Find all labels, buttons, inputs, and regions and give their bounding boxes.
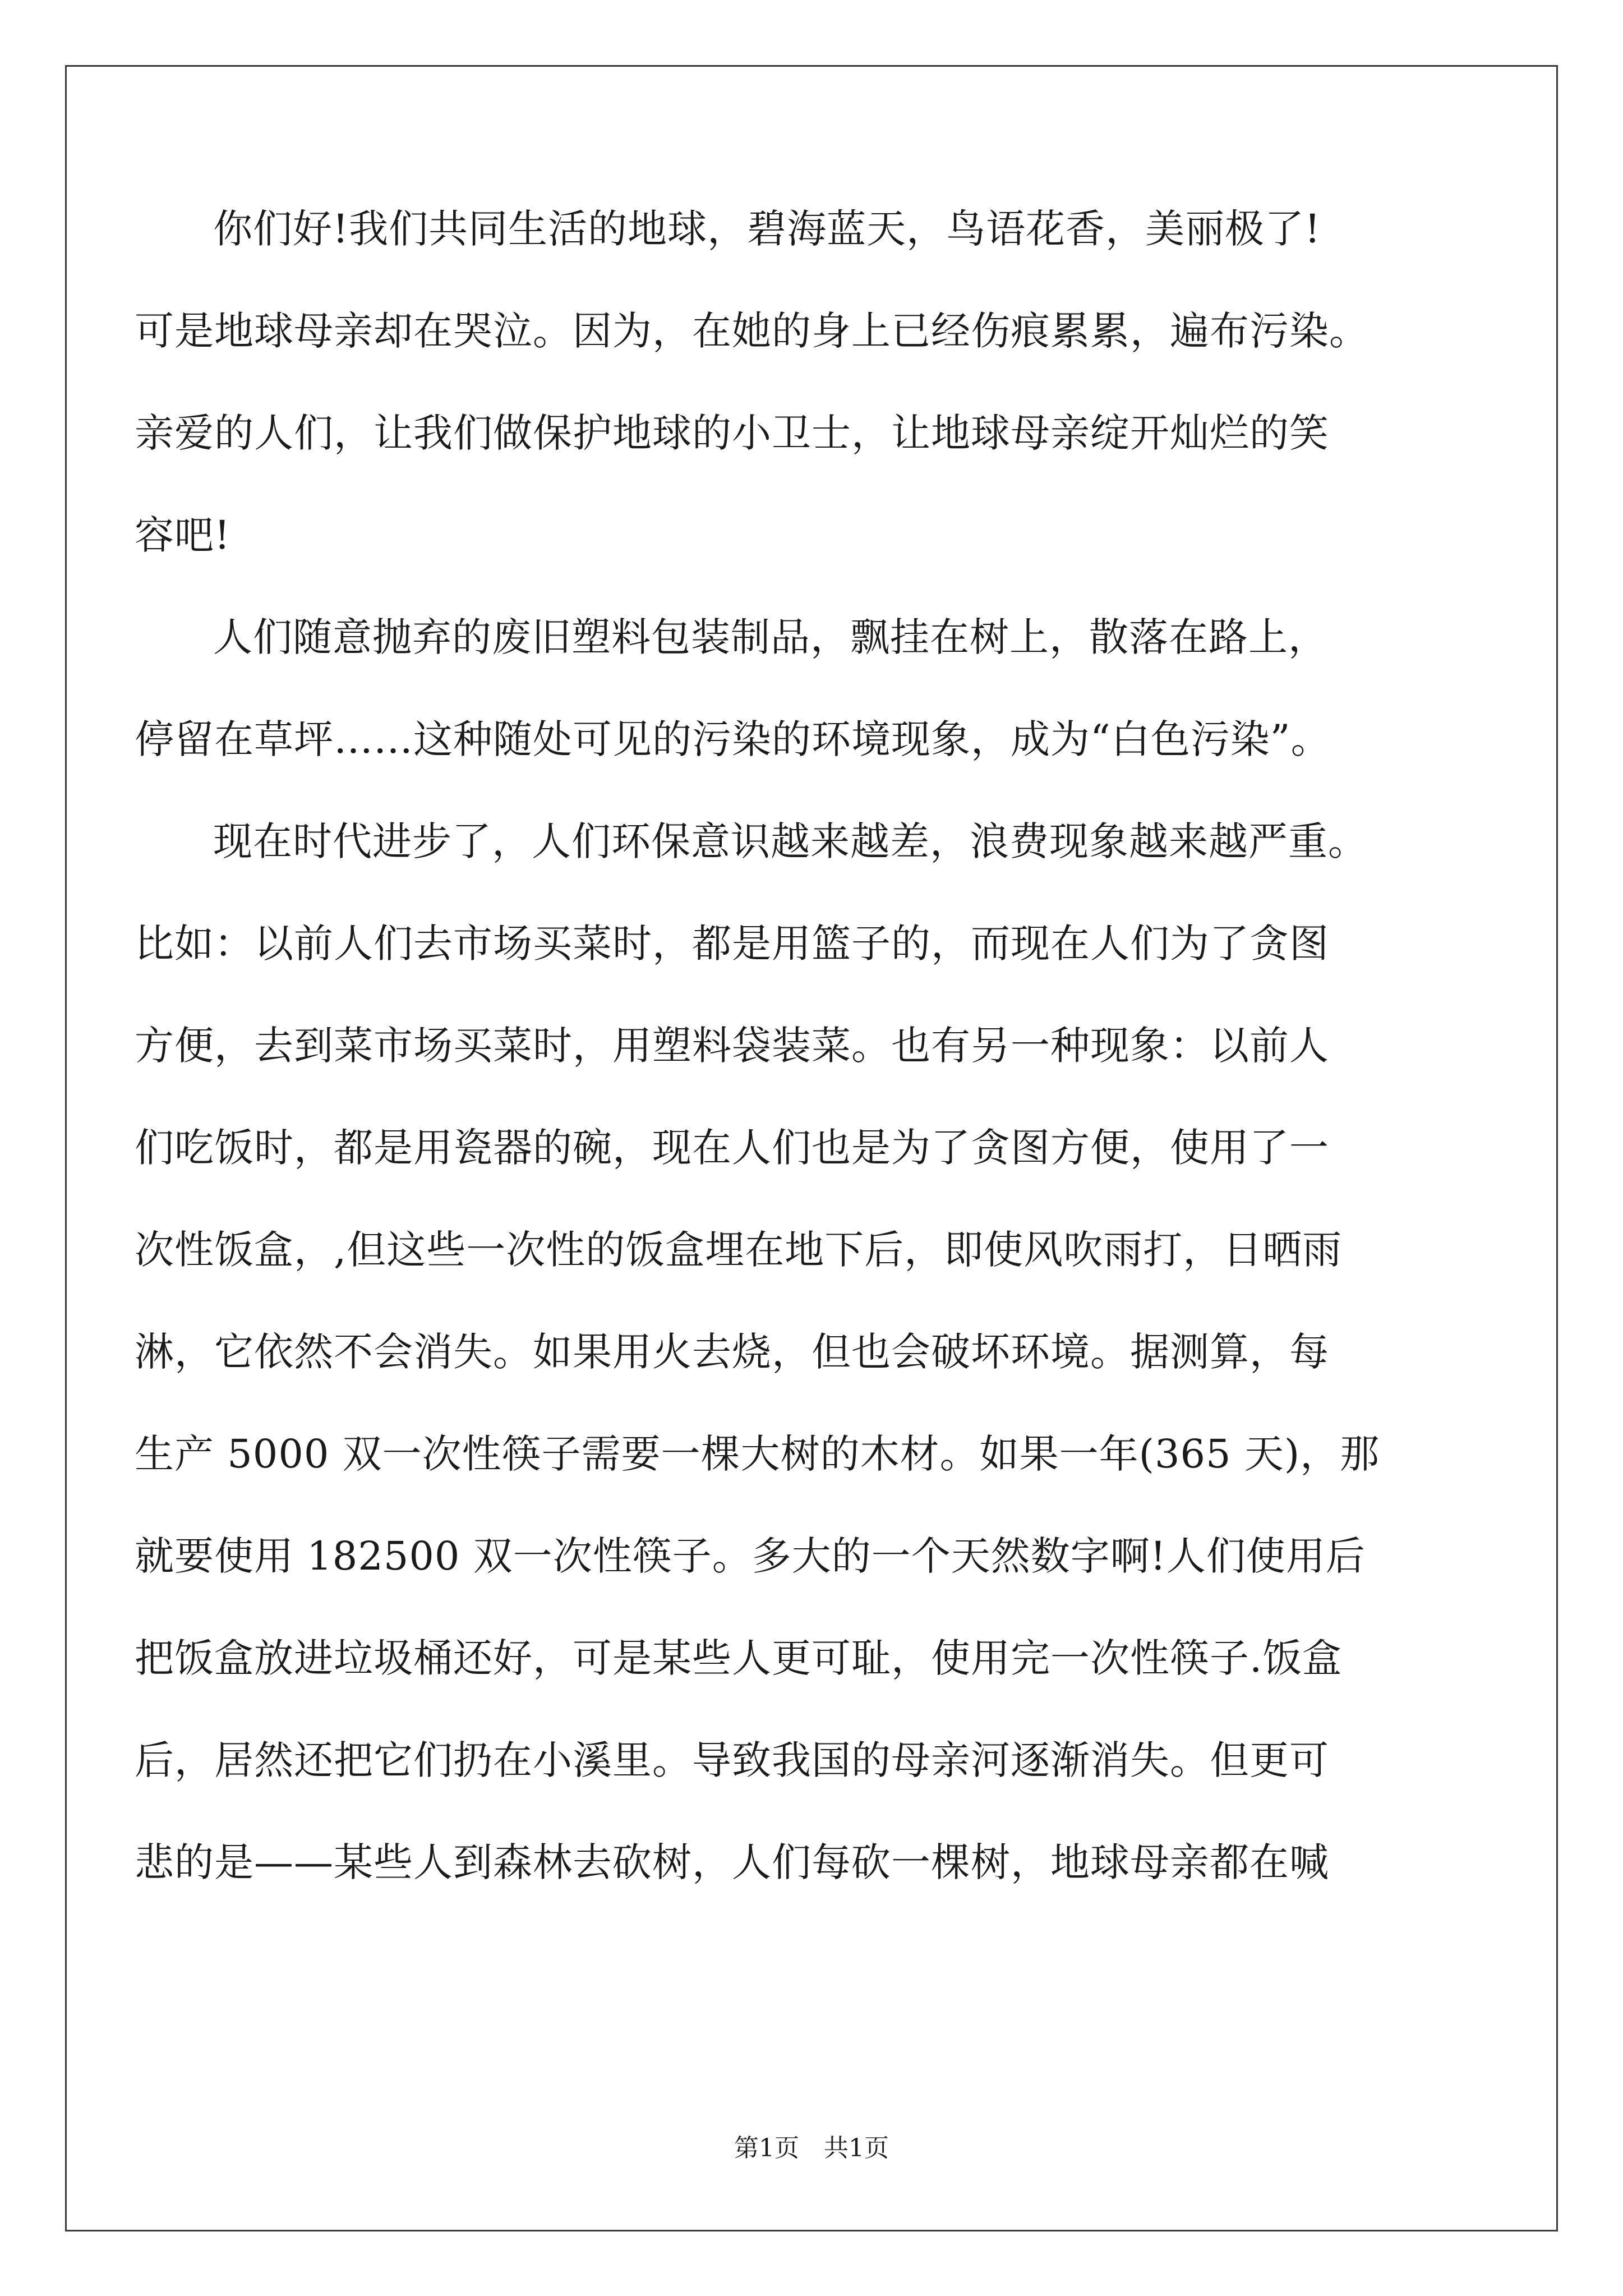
text-line: 把饭盒放进垃圾桶还好，可是某些人更可耻，使用完一次性筷子.饭盒 <box>135 1635 1343 1681</box>
text-line: 可是地球母亲却在哭泣。因为，在她的身上已经伤痕累累，遍布污染。 <box>135 308 1369 354</box>
text-line: 生产 5000 双一次性筷子需要一棵大树的木材。如果一年(365 天)，那 <box>135 1431 1380 1477</box>
text-line: 淋，它依然不会消失。如果用火去烧，但也会破坏环境。据测算，每 <box>135 1329 1329 1375</box>
text-line: 方便，去到菜市场买菜时，用塑料袋装菜。也有另一种现象：以前人 <box>135 1023 1329 1069</box>
text-line: 人们随意抛弃的废旧塑料包装制品，飘挂在树上，散落在路上， <box>213 614 1328 660</box>
text-line: 就要使用 182500 双一次性筷子。多大的一个天然数字啊!人们使用后 <box>135 1533 1366 1579</box>
text-line: 你们好!我们共同生活的地球，碧海蓝天，鸟语花香，美丽极了! <box>213 206 1321 252</box>
text-line: 后，居然还把它们扔在小溪里。导致我国的母亲河逐渐消失。但更可 <box>135 1737 1329 1783</box>
text-line: 亲爱的人们，让我们做保护地球的小卫士，让地球母亲绽开灿烂的笑 <box>135 410 1329 456</box>
text-line: 悲的是——某些人到森林去砍树，人们每砍一棵树，地球母亲都在喊 <box>135 1839 1329 1885</box>
text-line: 们吃饭时，都是用瓷器的碗，现在人们也是为了贪图方便，使用了一 <box>135 1125 1329 1171</box>
page-number: 第1页 共1页 <box>734 2134 889 2162</box>
text-line: 容吧! <box>135 512 231 558</box>
text-line: 比如：以前人们去市场买菜时，都是用篮子的，而现在人们为了贪图 <box>135 921 1329 967</box>
text-line: 现在时代进步了，人们环保意识越来越差，浪费现象越来越严重。 <box>213 818 1368 864</box>
text-line: 停留在草坪……这种随处可见的污染的环境现象，成为“白色污染”。 <box>135 716 1331 762</box>
text-line: 次性饭盒，,但这些一次性的饭盒埋在地下后，即使风吹雨打，日晒雨 <box>135 1227 1343 1273</box>
